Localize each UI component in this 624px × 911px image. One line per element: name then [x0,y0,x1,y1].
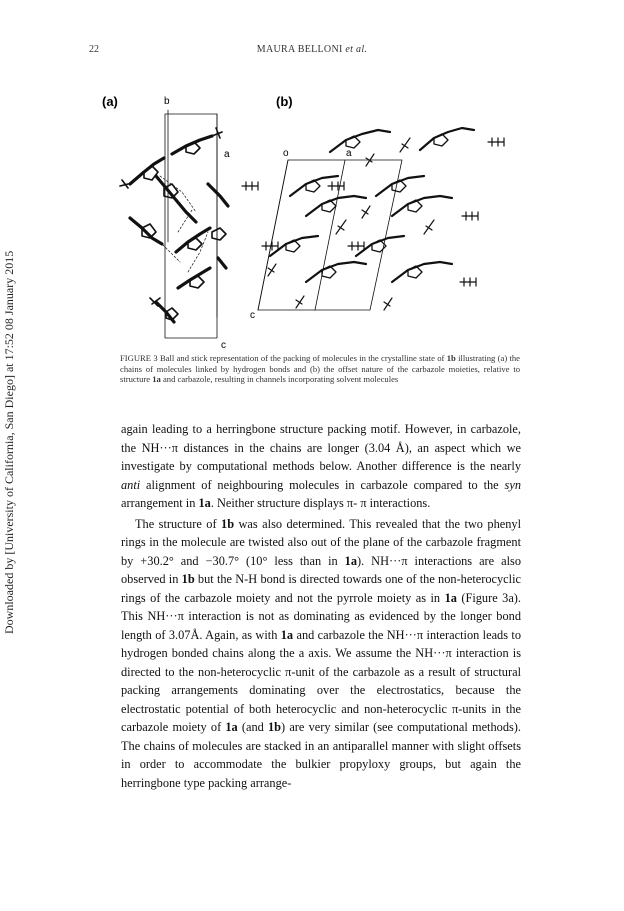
figure-3 [100,92,530,354]
running-head-author: MAURA BELLONI [256,44,343,55]
panel-a-axis-c-label: c [221,340,226,351]
panel-b-axis-c-label: c [250,310,255,321]
panel-b-label: (b) [276,94,293,109]
page-header [0,44,624,58]
panel-a-axis-b-label: b [164,96,170,107]
paragraph-1: again leading to a herringbone structure packing motif. However, in carbazole, the NH···π distances in the chains are longer (3.04 Å), an aspect which we investigate by computational methods below. Another difference is the nearly anti alignment of neighbouring molecules in carbazole compared to the syn arrangement in 1a. Neither structure displays π- π interactions. [121,422,521,510]
figure-3-drawing [100,92,530,354]
panel-a-axis-a-label: a [224,149,230,160]
panel-a-label: (a) [102,94,118,109]
body-text [121,420,521,792]
panel-a-molecules [130,136,228,322]
panel-b-molecules [270,128,474,282]
running-head-etal: et al. [345,44,368,55]
paragraph-2: The structure of 1b was also determined. This revealed that the two phenyl rings in the molecule are twisted also out of the plane of the carbazole fragment by +30.2° and −30.7° (10° less than in 1a). NH···π interactions are also observed in 1b but the N-H bond is directed towards one of the non-heterocyclic rings of the carbazole moiety and not the pyrrole moiety as in 1a (Figure 3a). This NH···π interaction is not as dominating as evidenced by the longer bond length of 3.07Å. Again, as with 1a and carbazole the NH···π interaction leads to hydrogen bonded chains along the a axis. We assume the NH···π interaction is directed to the non-heterocyclic π-unit of the carbazole as a result of structural packing arrangements dominating over the electrostatics, because the electrostatic potential of both heterocyclic and non-heterocyclic π-units in the carbazole moiety of 1a (and 1b) are very similar (see computational methods). The chains of molecules are stacked in an antiparallel manner with slight offsets in order to accommodate the bulkier propyloxy groups, but again the herringbone type packing arrange- [121,516,522,790]
panel-a-unit-cell [165,114,217,338]
download-notice: Downloaded by [University of California, San Diego] at 17:52 08 January 2015 [2,250,16,634]
page-number: 22 [89,44,99,55]
running-head [0,44,624,55]
panel-b-axis-a-label: a [346,148,352,159]
panel-b-axis-o-label: o [283,148,289,159]
figure-caption: FIGURE 3 Ball and stick representation of the packing of molecules in the crystalline state of 1b illustrating (a) the chains of molecules linked by hydrogen bonds and (b) the offset nature of the carbazole moieties, relative to structure 1a and carbazole, resulting in channels incorporating solvent molecules [120,353,520,385]
